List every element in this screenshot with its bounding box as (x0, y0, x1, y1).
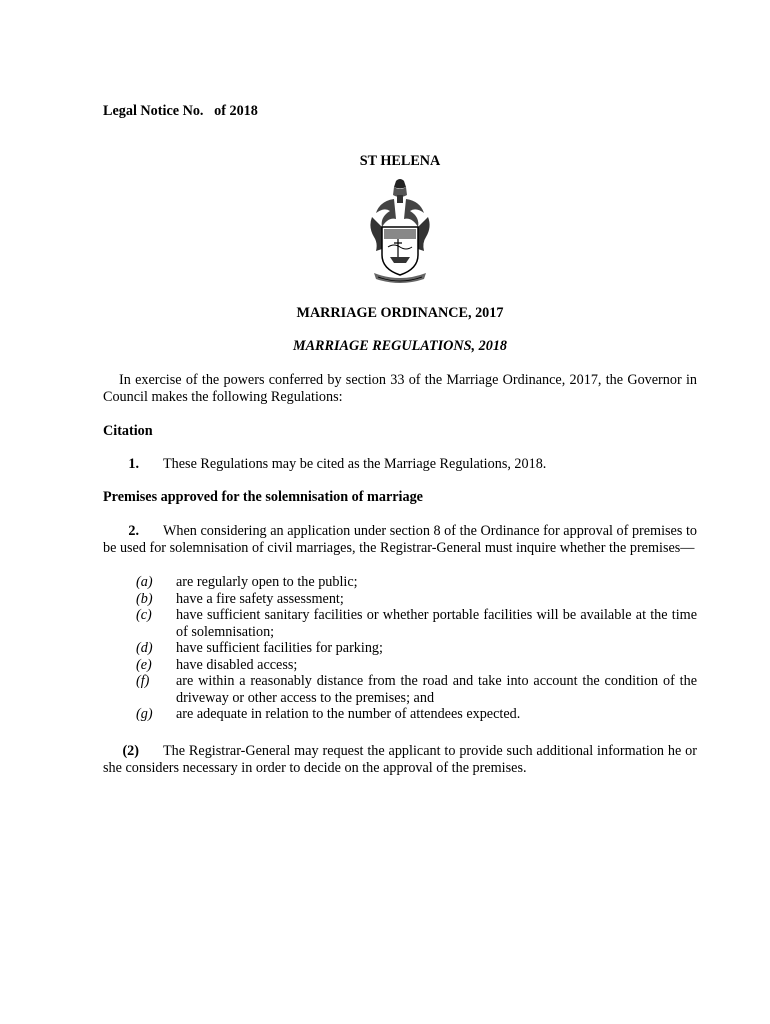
legal-notice-number: Legal Notice No. of 2018 (103, 103, 258, 119)
section-2-subsection-2 (103, 743, 697, 776)
item-label: (f) (136, 673, 150, 689)
preamble-text: In exercise of the powers conferred by section 33 of the Marriage Ordinance, 2017, the Governor in Council makes the following Regulations: (103, 372, 697, 405)
item-text: are regularly open to the public; (176, 574, 358, 590)
ordinance-title: MARRIAGE ORDINANCE, 2017 (296, 305, 504, 321)
list-item (103, 657, 697, 674)
coat-of-arms-icon (364, 177, 436, 289)
preamble (103, 372, 697, 405)
section-2 (103, 523, 697, 556)
section-number: 1. (128, 456, 139, 472)
item-text: are adequate in relation to the number of attendees expected. (176, 706, 521, 722)
section-heading-citation: Citation (103, 423, 153, 439)
item-text: have sufficient sanitary facilities or whether portable facilities will be available at the time of solemnisation; (176, 607, 697, 640)
territory-title: ST HELENA (359, 153, 441, 169)
list-item (103, 640, 697, 657)
item-text: have a fire safety assessment; (176, 590, 344, 607)
item-label: (e) (136, 656, 152, 673)
list-item (103, 591, 697, 608)
list-item (103, 706, 697, 723)
section-heading-premises: Premises approved for the solemnisation of marriage (103, 489, 423, 505)
list-item (103, 574, 697, 591)
regulations-title: MARRIAGE REGULATIONS, 2018 (292, 338, 508, 354)
section-1 (103, 456, 697, 473)
item-label: (g) (136, 706, 153, 722)
item-label: (c) (136, 607, 152, 623)
premises-criteria-list (103, 574, 697, 723)
item-label: (b) (136, 590, 153, 607)
section-number: 2. (128, 523, 139, 539)
item-text: have disabled access; (176, 656, 298, 673)
item-label: (a) (136, 574, 153, 590)
section-text: These Regulations may be cited as the Marriage Regulations, 2018. (163, 456, 547, 472)
list-item (103, 673, 697, 706)
subsection-number: (2) (122, 743, 139, 759)
section-text: When considering an application under section 8 of the Ordinance for approval of premises to be used for solemnisation of civil marriages, the Registrar-General must inquire whether the premises— (103, 523, 697, 556)
subsection-text: The Registrar-General may request the applicant to provide such additional information he or she considers necessary in order to decide on the approval of the premises. (103, 743, 697, 776)
item-label: (d) (136, 640, 153, 656)
item-text: have sufficient facilities for parking; (176, 640, 383, 656)
list-item (103, 607, 697, 640)
item-text: are within a reasonably distance from the road and take into account the condition of the driveway or other access to the premises; and (176, 673, 697, 706)
